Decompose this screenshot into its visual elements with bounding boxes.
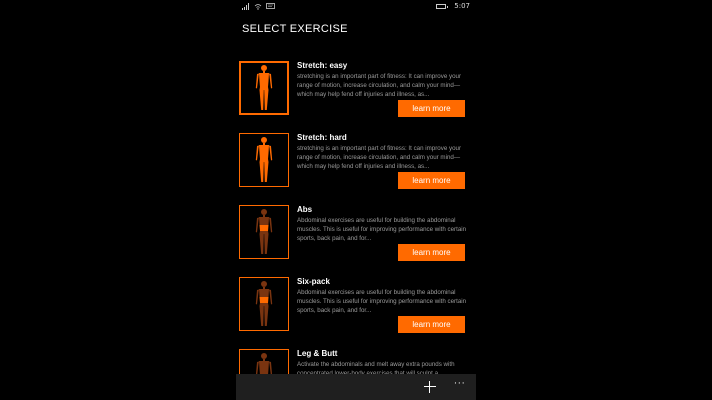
phone-screen bbox=[236, 0, 476, 400]
learn-more-button[interactable]: learn more bbox=[398, 244, 465, 261]
exercise-title: Leg & Butt bbox=[297, 349, 338, 358]
exercise-thumbnail[interactable] bbox=[239, 61, 289, 115]
exercise-thumbnail[interactable] bbox=[239, 205, 289, 259]
learn-more-button[interactable]: learn more bbox=[398, 172, 465, 189]
battery-icon bbox=[436, 4, 446, 9]
page-title: SELECT EXERCISE bbox=[242, 23, 348, 35]
status-time: 5:07 bbox=[454, 2, 470, 10]
learn-more-button[interactable]: learn more bbox=[398, 100, 465, 117]
body-figure-icon bbox=[253, 136, 275, 184]
body-figure-icon bbox=[253, 208, 275, 256]
exercise-title: Abs bbox=[297, 205, 313, 214]
exercise-description: stretching is an important part of fitness: It can improve your range of motion, increase circulation, and calm your mind—which may help fend off injuries and illness, as... bbox=[297, 73, 462, 98]
exercise-title: Stretch: easy bbox=[297, 61, 348, 70]
exercise-description: Abdominal exercises are useful for building the abdominal muscles. This is useful for improving performance with certain sports, back pain, and for... bbox=[297, 289, 467, 314]
learn-more-button[interactable]: learn more bbox=[398, 316, 465, 333]
message-icon bbox=[266, 3, 275, 10]
add-icon[interactable] bbox=[423, 380, 437, 394]
status-icons-left bbox=[242, 3, 275, 10]
exercise-description: Abdominal exercises are useful for building the abdominal muscles. This is useful for improving performance with certain sports, back pain, and for... bbox=[297, 217, 467, 242]
wifi-icon bbox=[254, 3, 262, 10]
app-bar bbox=[236, 374, 476, 400]
more-icon[interactable]: ··· bbox=[454, 379, 466, 389]
signal-icon bbox=[242, 3, 250, 10]
exercise-description: Activate the abdominals and melt away extra pounds with bbox=[297, 361, 455, 368]
exercise-description: stretching is an important part of fitness: It can improve your range of motion, increase circulation, and calm your mind—which may help fend off injuries and illness, as... bbox=[297, 145, 462, 170]
exercise-item[interactable] bbox=[236, 58, 476, 118]
status-icons-right bbox=[436, 2, 470, 10]
status-bar bbox=[236, 0, 476, 14]
exercise-thumbnail[interactable] bbox=[239, 277, 289, 331]
exercise-title: Stretch: hard bbox=[297, 133, 347, 142]
exercise-item[interactable] bbox=[236, 130, 476, 190]
body-figure-icon bbox=[253, 280, 275, 328]
body-figure-icon bbox=[253, 64, 275, 112]
exercise-title: Six-pack bbox=[297, 277, 330, 286]
exercise-thumbnail[interactable] bbox=[239, 133, 289, 187]
exercise-item[interactable] bbox=[236, 202, 476, 262]
exercise-item[interactable] bbox=[236, 274, 476, 334]
